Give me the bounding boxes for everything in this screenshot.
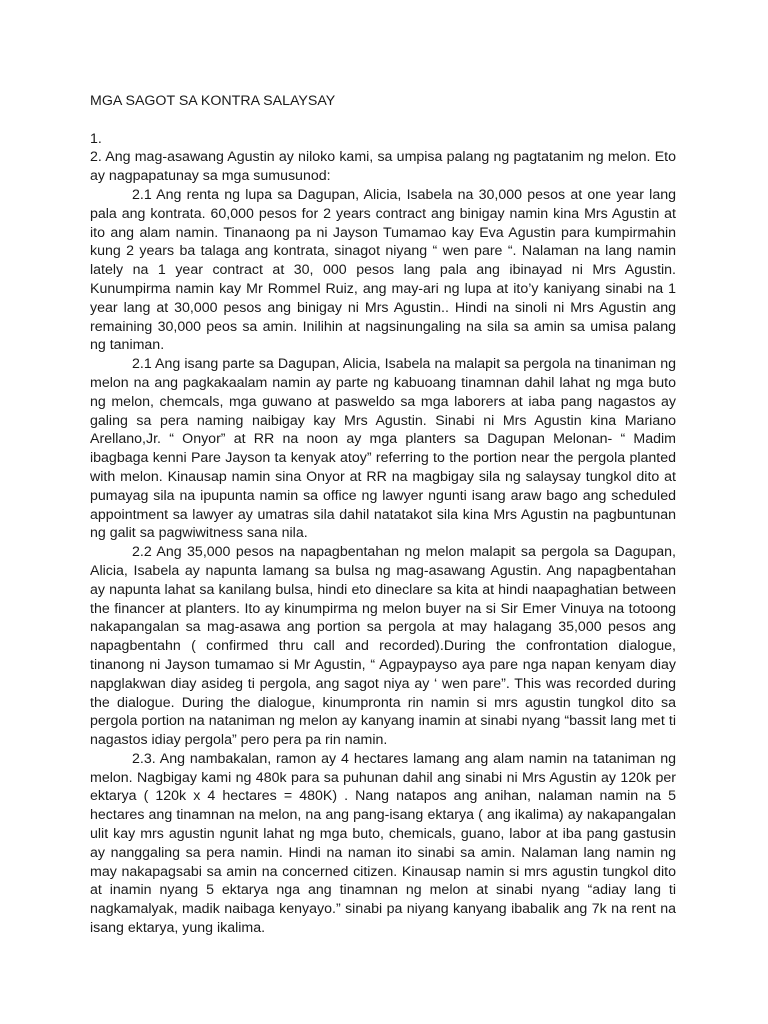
item-1: 1. (90, 130, 102, 147)
paragraph-2-3: 2.3. Ang nambakalan, ramon ay 4 hectares lamang ang alam namin na tataniman ng melon. Nagbigay kami ng 480k para sa puhunan dahil ang sinabi ni Mrs Agustin ay 120k per ektarya ( 120k x 4 hectares = 480K) . Nang natapos ang anihan, nalaman namin na 5 hectares ang tinamnan na melon, na ang pang-isang ektarya ( ang ikalima) ay nakapangalan ulit kay mrs agustin ngunit lahat ng mga buto, chemicals, guano, labor at iba pang gastusin ay nanggaling sa pera namin. Hindi na naman ito sinabi sa amin. Nalaman lang namin ng may nakapagsabi sa amin na concerned citizen. Kinausap namin si mrs agustin tungkol dito at inamin nyang 5 ektarya nga ang tinamnan ng melon at sinabi nyang “adiay lang ti nagkamalyak, madik naibaga kenyayo.” sinabi pa niyang kanyang ibabalik ang 7k na rent na isang ektarya, yung ikalima. (90, 750, 676, 937)
document-title: MGA SAGOT SA KONTRA SALAYSAY (90, 93, 336, 109)
document-body (90, 92, 676, 938)
paragraph-2-1-pergola: 2.1 Ang isang parte sa Dagupan, Alicia, Isabela na malapit sa pergola na tinaniman ng melon na ang pagkakaalam namin ay parte ng kabuoang tinamnan dahil lahat ng mga buto ng melon, chemcals, mga guwano at pasweldo sa mga laborers at iaba pang nagastos ay galing sa pera naming naibigay kay Mrs Agustin. Sinabi ni Mrs Agustin kina Mariano Arellano,Jr. “ Onyor” at RR na noon ay mga planters sa Dagupan Melonan- “ Madim ibagbaga kenni Pare Jayson ta kenyak atoy” referring to the portion near the pergola planted with melon. Kinausap namin sina Onyor at RR na magbigay sila ng salaysay tungkol dito at pumayag sila na ipupunta namin sa office ng lawyer ngunti isang araw bago ang scheduled appointment sa lawyer ay umatras sila dahil natatakot sila kina Mrs Agustin na pagbuntunan ng galit sa pagwiwitness sana nila. (90, 356, 676, 542)
paragraph-2-2: 2.2 Ang 35,000 pesos na napagbentahan ng melon malapit sa pergola sa Dagupan, Alicia, Isabela ay napunta lamang sa bulsa ng mag-asawang Agustin. Ang napagbentahan ay napunta lahat sa kanilang bulsa, hindi eto dineclare sa kita at hindi naapaghatian between the financer at planters. Ito ay kinumpirma ng melon buyer na si Sir Emer Vinuya na totoong nakapangalan sa mag-asawa ang portion sa pergola at may halagang 35,000 pesos ang napagbentahn ( confirmed thru call and recorded).During the confrontation dialogue, tinanong ni Jayson tumamao si Mr Agustin, “ Agpaypayso aya pare nga napan kenyam diay napglakwan diay asideg ti pergola, ang sagot niya ay ‘ wen pare”. This was recorded during the dialogue. During the dialogue, kinumpronta rin namin si mrs agustin tungkol dito sa pergola portion na nataniman ng melon ay kanyang inamin at sinabi nyang “bassit lang met ti nagastos idiay pergola” pero pera pa rin namin. (90, 544, 676, 749)
paragraph-2-1-renta: 2.1 Ang renta ng lupa sa Dagupan, Alicia, Isabela na 30,000 pesos at one year lang pala ang kontrata. 60,000 pesos for 2 years contract ang binigay namin kina Mrs Agustin at ito ang alam namin. Tinanaong pa ni Jayson Tumamao kay Eva Agustin para kumpirmahin kung 2 years ba talaga ang kontrata, sinagot niyang “ wen pare “. Nalaman na lang namin lately na 1 year contract at 30, 000 pesos lang pala ang ibinayad ni Mrs Agustin. Kunumpirma namin kay Mr Rommel Ruiz, ang may-ari ng lupa at ito’y kaniyang sinabi na 1 year lang at 30,000 pesos ang binigay ni Mrs Agustin.. Hindi na sinoli ni Mrs Agustin ang remaining 30,000 peos sa amin. Inilihin at nagsinungaling na sila sa amin sa umisa palang ng taniman. (90, 186, 676, 354)
item-2-intro: 2. Ang mag-asawang Agustin ay niloko kami, sa umpisa palang ng pagtatanim ng melon. Eto ay nagpapatunay sa mga sumusunod: (90, 149, 676, 185)
